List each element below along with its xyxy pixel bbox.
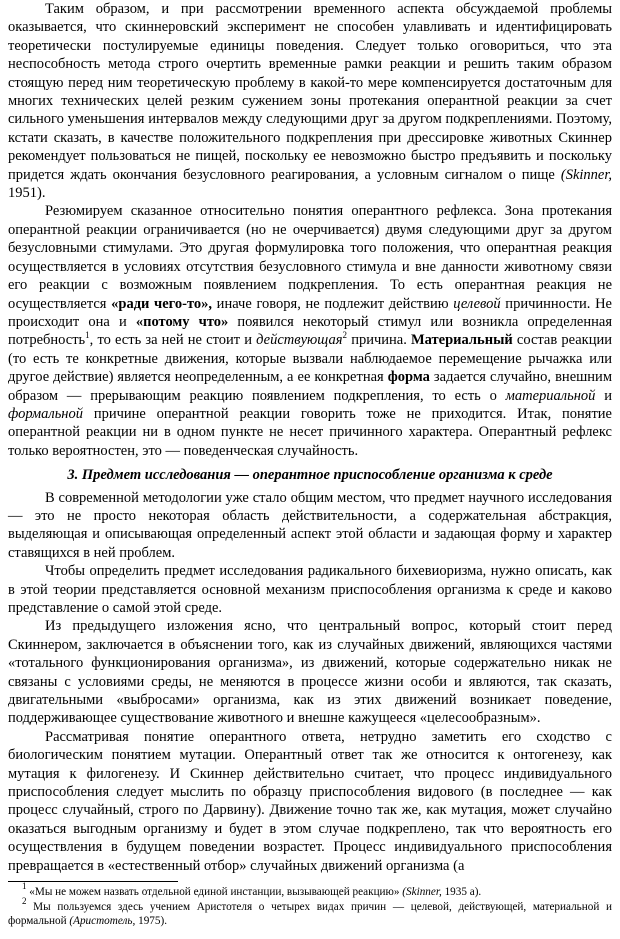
text: «Мы не можем назвать отдельной единой инстанции, вызывающей реакцию»: [26, 886, 403, 899]
emphasis-italic: действующая: [256, 332, 343, 349]
text: 1935 а).: [441, 886, 482, 899]
emphasis-bold: «ради чего-то»,: [111, 295, 213, 312]
text: и: [595, 387, 612, 404]
text: 1975).: [135, 915, 168, 928]
text: Таким образом, и при рассмотрении временного аспекта обсуждаемой проблемы оказывается, что скиннеровский эксперимент не способен улавливать и идентифицировать теоретически постулируемые единицы поведения. Следует только оговориться, что эта неспособность метода строго очертить временные рамки реакции и решить таким образом стоящую перед ним теоретическую проблему в какой-то мере компенсируется достаточным для многих технических целей резким сужением зоны протекания оперантной реакции за счет сильного уменьшения интервалов между следующими друг за другом подкреплениями. Поэтому, кстати сказать, в качестве положительного подкрепления при дрессировке животных Скиннер рекомендует пользоваться не пищей, поскольку ее невозможно быстро предъявить и поскольку придется ждать окончания безусловного реагирования, а условным сигналом о пище: [8, 1, 612, 183]
footnote-2: [8, 895, 612, 929]
paragraph-4: Чтобы определить предмет исследования радикального бихевиоризма, нужно описать, как в этой теории представляется основной механизм приспособления организма к среде и каково представление о самой этой среде.: [8, 563, 612, 616]
text: , то есть за ней не стоит и: [89, 332, 257, 349]
emphasis-italic: формальной: [8, 405, 83, 422]
text: причина.: [347, 332, 411, 349]
footnote-ref-2[interactable]: 2: [342, 330, 348, 341]
paragraph-3: В современной методологии уже стало общим местом, что предмет научного исследования — это не просто некоторая область действительности, а содержательная абстракция, выделяющая и описывающая определенный аспект этой области и задающая форму и характер ставящихся в ней проблем.: [8, 489, 612, 561]
text: состав реакции (то есть те конкретные движения, которые вызвали наблюдаемое перемещение рычажка или другое действие) является неопределенным, а ее конкретная: [8, 332, 612, 386]
text: Резюмируем сказанное относительно понятия оперантного рефлекса. Зона протекания оперантной реакции ограничивается (но не очерчивается) двумя следующими друг за другом безусловными стимулами. Это другая формулировка того положения, что оперантная реакция осуществляется в условиях отсутствия безусловного стимула и вне данности животному связи его реакции с возможным появлением подкрепления. То есть оперантная реакция не осуществляется: [8, 203, 612, 312]
footnote-ref-1[interactable]: 1: [85, 330, 90, 341]
citation: (Skinner,: [560, 166, 612, 183]
citation: (Аристотель,: [69, 915, 136, 928]
paragraph-5: Из предыдущего изложения ясно, что центральный вопрос, который стоит перед Скиннером, заключается в объяснении того, как из случайных движений, являющихся частями «тотального функционирования организма», из движений, которые содержательно никак не связаны с условиями среды, не меняются в процессе жизни особи и являются, так сказать, двигательными «выбросами» организма, как из этих движений возникает поведение, поддерживающее существование животного и внешне кажущееся «целесообразным».: [8, 618, 612, 727]
footnote-number: 2: [22, 895, 27, 906]
text: причине оперантной реакции говорить тоже не приходится. Итак, понятие оперантной реакции ни в одном пункте не несет причинного характера. Оперантный рефлекс только вероятностен, это — поведенческая случайность.: [8, 405, 612, 459]
footnote-number: 1: [22, 881, 27, 892]
section-heading: 3. Предмет исследования — оперантное приспособление организма к среде: [67, 467, 553, 484]
paragraph-1: [8, 0, 612, 202]
emphasis-bold: «потому что»: [135, 313, 229, 330]
emphasis-bold: форма: [387, 369, 430, 386]
emphasis-italic: целевой: [453, 295, 501, 312]
text: 1951).: [8, 185, 46, 202]
citation: (Skinner,: [402, 886, 442, 899]
text: причинности. Не происходит она и: [8, 295, 612, 330]
text: иначе говоря, не подлежит действию: [212, 295, 454, 312]
text: задается случайно, внешним образом — прерывающим реакцию появлением подкрепления, то есть о: [8, 369, 612, 404]
emphasis-bold: Материальный: [411, 332, 513, 349]
text: Мы пользуемся здесь учением Аристотеля о четырех видах причин — целевой, действующей, материальной и формальной: [8, 900, 612, 928]
paragraph-2: [8, 202, 612, 460]
paragraph-6: Рассматривая понятие оперантного ответа, нетрудно заметить его сходство с биологическим понятием мутации. Оперантный ответ так же относится к онтогенезу, как мутация к филогенезу. И Скиннер действительно считает, что процесс индивидуального приспособления следует мыслить по образцу приспособления видового (в последнее — как процесс случайный, строго по Дарвину). Движение точно так же, как мутация, может случайно оказаться выгодным организму и будет в этом случае подкреплено, так что вероятность его осуществления в будущем поведении возрастет. Процесс индивидуального приспособления превращается в «естественный отбор» случайных движений организма (а: [8, 728, 612, 874]
footnote-1: [8, 881, 612, 900]
emphasis-italic: материальной: [505, 387, 596, 404]
text: появился некоторый стимул или возникла определенная потребность: [8, 313, 612, 349]
